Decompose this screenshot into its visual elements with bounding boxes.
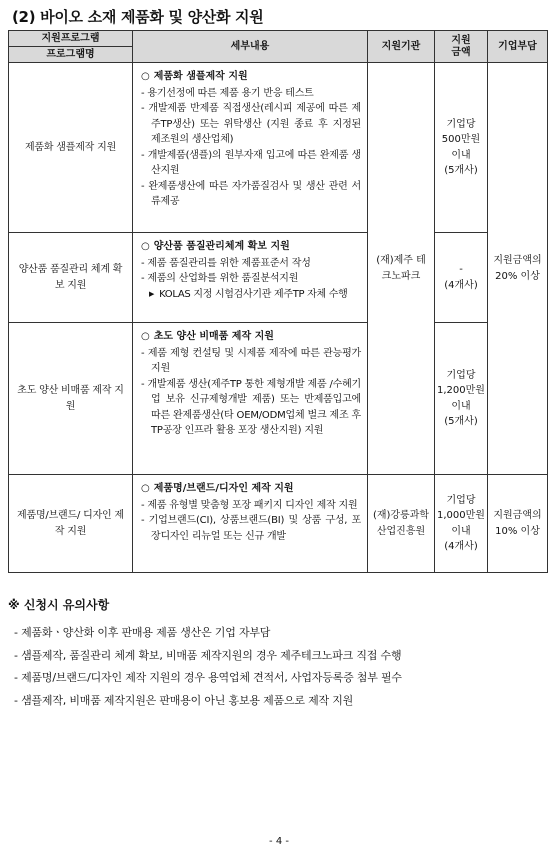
detail-cell [133, 63, 368, 233]
header-amount [435, 31, 488, 63]
program-name: 양산품 품질관리 체계 확보 지원 [9, 233, 133, 323]
detail-item: - 개발제품 반제품 직접생산(레시피 제공에 따른 제주TP생산) 또는 위탁생산 (지원 종료 후 지정된 제조원의 생산업체) [141, 103, 361, 145]
note-item: - 제품명/브랜드/디자인 제작 지원의 경우 용역업체 견적서, 사업자등록증 첨부 필수 [14, 671, 402, 684]
amount-line: 1,000만원 [437, 510, 485, 521]
amount-line: 기업당 [446, 369, 476, 381]
program-name: 초도 양산 비매품 제작 지원 [9, 323, 133, 475]
detail-item: - 완제품생산에 따른 자가품질검사 및 생산 관련 서류제공 [141, 180, 361, 207]
amount-line: - [459, 264, 463, 275]
header-amount-line1: 지원 [451, 34, 471, 46]
agency-cell: (재)강릉과학 산업진흥원 [368, 475, 435, 573]
detail-cell [133, 233, 368, 323]
header-program-top: 지원프로그램 [41, 33, 100, 44]
detail-heading [141, 329, 361, 345]
table-row [9, 233, 548, 323]
note-item: - 샘플제작, 품질관리 체계 확보, 비매품 제작지원의 경우 제주테크노파크 직접 수행 [14, 648, 402, 662]
amount-line: 1,200만원 [437, 385, 485, 396]
section-title: (2) 바이오 소재 제품화 및 양산화 지원 [12, 8, 264, 26]
amount-line: 이내 [451, 400, 471, 412]
detail-item: - 제품 품질관리를 위한 제품표준서 작성 [141, 257, 311, 269]
amount-cell [435, 475, 488, 573]
table-header-row [9, 31, 548, 63]
amount-line: (5개사) [444, 165, 478, 176]
note-item: - 제품화ㆍ양산화 이후 판매용 제품 생산은 기업 자부담 [14, 626, 271, 639]
detail-title: 제품명/브랜드/디자인 제작 지원 [153, 483, 294, 494]
detail-item: - 제품 유형별 맞춤형 포장 패키지 디자인 제작 지원 [141, 499, 358, 511]
detail-heading [141, 481, 361, 497]
detail-cell [133, 323, 368, 475]
detail-item: - 제품의 산업화를 위한 품질분석지원 [141, 273, 299, 284]
agency-cell: (재)제주 테크노파크 [368, 63, 435, 475]
amount-cell [435, 63, 488, 233]
header-program [9, 31, 133, 63]
support-table [8, 30, 548, 573]
amount-line: 500만원 [441, 134, 481, 145]
amount-line: 이내 [451, 149, 471, 161]
detail-item: - 개발제품 생산(제주TP 통한 제형개발 제품 /수혜기업 보유 신규제형개발 제품) 또는 반제품입고에 따른 완제품생산(타 OEM/ODM업체 벌크 제조 후 TP공장 인프라 활용 포장 생산지원) 지원 [141, 378, 361, 436]
triangle-bullet-icon: ▶ [149, 289, 155, 298]
detail-item: - 기업브랜드(CI), 상품브랜드(BI) 및 상품 구성, 포장디자인 리뉴얼 또는 신규 개발 [141, 515, 361, 542]
header-program-bottom: 프로그램명 [9, 46, 132, 62]
share-cell: 지원금액의 10% 이상 [488, 475, 548, 573]
circle-bullet-icon: ○ [141, 71, 150, 82]
circle-bullet-icon: ○ [141, 331, 150, 342]
share-cell: 지원금액의 20% 이상 [488, 63, 548, 475]
table-row [9, 63, 548, 233]
amount-cell [435, 323, 488, 475]
table-row [9, 323, 548, 475]
amount-line: (4개사) [444, 279, 478, 291]
notes-list [14, 622, 544, 712]
notes-title: ※ 신청시 유의사항 [8, 598, 110, 612]
detail-heading [141, 239, 361, 255]
circle-bullet-icon: ○ [141, 241, 150, 252]
amount-line: 기업당 [446, 118, 476, 130]
amount-line: 기업당 [446, 494, 476, 506]
amount-line: (5개사) [444, 416, 478, 427]
note-item: - 샘플제작, 비매품 제작지원은 판매용이 아닌 홍보용 제품으로 제작 지원 [14, 693, 354, 707]
amount-line: (4개사) [444, 541, 478, 552]
header-detail: 세부내용 [133, 31, 368, 63]
subitem-text: KOLAS 지정 시험검사기관 제주TP 자체 수행 [159, 288, 348, 300]
detail-item: - 개발제품(샘플)의 원부자재 입고에 따른 완제품 생산지원 [141, 149, 361, 176]
detail-item: - 제품 제형 컨설팅 및 시제품 제작에 따른 관능평가 지원 [141, 347, 361, 374]
circle-bullet-icon: ○ [141, 483, 150, 494]
table-row [9, 475, 548, 573]
detail-title: 양산품 품질관리체계 확보 지원 [153, 241, 290, 252]
amount-cell [435, 233, 488, 323]
detail-cell [133, 475, 368, 573]
header-amount-line2: 금액 [451, 46, 471, 58]
program-name: 제품명/브랜드/ 디자인 제작 지원 [9, 475, 133, 573]
header-share: 기업부담 [488, 31, 548, 63]
detail-title: 초도 양산 비매품 제작 지원 [153, 331, 274, 342]
amount-line: 이내 [451, 525, 471, 537]
detail-heading [141, 69, 361, 85]
header-agency: 지원기관 [368, 31, 435, 63]
detail-title: 제품화 샘플제작 지원 [153, 71, 248, 82]
detail-item: - 용기선정에 따른 제품 용기 반응 테스트 [141, 87, 314, 99]
page-number: - 4 - [269, 836, 289, 847]
detail-subitem [141, 287, 361, 303]
program-name: 제품화 샘플제작 지원 [9, 63, 133, 233]
